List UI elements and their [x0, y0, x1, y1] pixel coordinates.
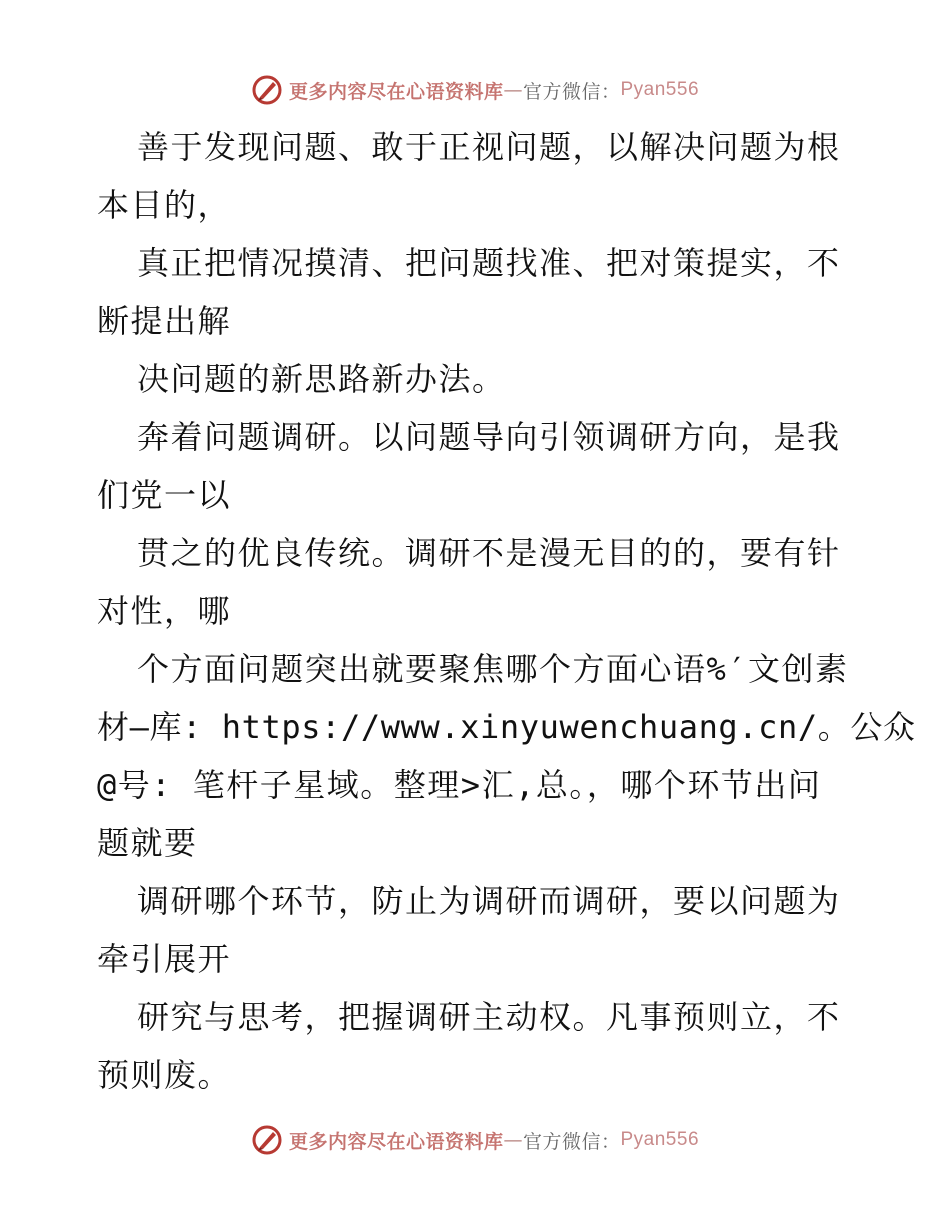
- body-line: 预则废。: [97, 1056, 232, 1094]
- watermark-dash: —: [503, 79, 523, 101]
- body-line: 研究与思考，把握调研主动权。凡事预则立，不: [137, 998, 841, 1036]
- body-line: 调研哪个环节，防止为调研而调研，要以问题为: [137, 882, 841, 920]
- footer-watermark: [0, 1120, 950, 1160]
- body-line: 对性，哪: [97, 592, 232, 630]
- body-line: 善于发现问题、敢于正视问题，以解决问题为根: [137, 128, 841, 166]
- watermark-dash: —: [503, 1129, 523, 1151]
- body-line: 贯之的优良传统。调研不是漫无目的的，要有针: [137, 534, 841, 572]
- body-line: 牵引展开: [97, 940, 232, 978]
- watermark-wechat-id: Pyan556: [620, 1129, 700, 1150]
- watermark-wechat-id: Pyan556: [620, 79, 700, 100]
- body-line: 材—库: https://www.xinyuwenchuang.cn/。公众: [97, 708, 916, 746]
- body-line: 们党一以: [97, 476, 232, 514]
- header-watermark: [0, 70, 950, 110]
- watermark-wechat-label: 官方微信：: [522, 1130, 621, 1153]
- watermark-wechat-label: 官方微信：: [522, 80, 621, 103]
- body-line: 决问题的新思路新办法。: [137, 360, 506, 398]
- watermark-site-text: 更多内容尽在心语资料库: [288, 1130, 504, 1153]
- quill-logo-icon: [251, 74, 283, 106]
- watermark-site-text: 更多内容尽在心语资料库: [288, 80, 504, 103]
- quill-logo-icon: [251, 1124, 283, 1156]
- body-line: 奔着问题调研。以问题导向引领调研方向，是我: [137, 418, 841, 456]
- body-line: 题就要: [97, 824, 198, 862]
- body-line: 个方面问题突出就要聚焦哪个方面心语%′文创素: [137, 650, 849, 688]
- body-line: 断提出解: [97, 302, 232, 340]
- body-line: 本目的，: [97, 186, 232, 224]
- body-line: @号: 笔杆子星域。整理>汇,总。，哪个环节出问: [97, 766, 822, 804]
- document-body: [97, 118, 916, 1104]
- body-line: 真正把情况摸清、把问题找准、把对策提实，不: [137, 244, 841, 282]
